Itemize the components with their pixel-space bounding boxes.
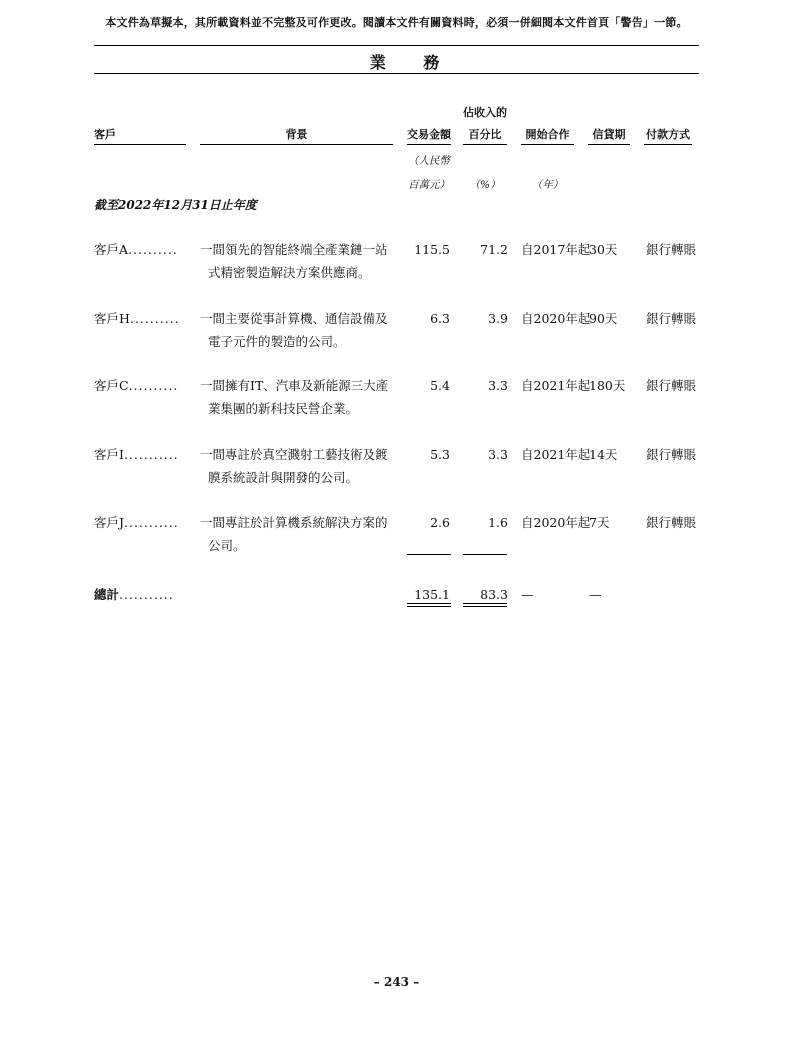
background-line: 一間擁有IT、汽車及新能源三大產 bbox=[200, 378, 389, 393]
cooperation-start: 自2020年起 bbox=[521, 515, 591, 530]
col-amount-header: 交易金額 bbox=[407, 126, 451, 145]
customer-name: 客戶J bbox=[94, 515, 125, 530]
credit-period: 180天 bbox=[589, 378, 626, 393]
leader-dots: ........... bbox=[123, 447, 179, 462]
amount-unit-line1: （人民幣 bbox=[408, 155, 450, 167]
customer-background bbox=[200, 307, 400, 353]
revenue-percentage: 3.9 bbox=[488, 311, 508, 326]
transaction-amount: 5.4 bbox=[430, 378, 450, 393]
background-line: 一間專註於真空濺射工藝技術及鍍 bbox=[200, 447, 388, 462]
background-line: 一間專註於計算機系統解決方案的 bbox=[200, 515, 388, 530]
total-row bbox=[94, 583, 174, 606]
col-pct-header-line1: 佔收入的 bbox=[463, 106, 507, 119]
table-row bbox=[94, 238, 178, 261]
total-start-dash: — bbox=[521, 587, 534, 602]
cooperation-start: 自2017年起 bbox=[521, 242, 591, 257]
background-line: 式精密製造解決方案供應商。 bbox=[208, 265, 371, 280]
amount-unit-line2: 百萬元） bbox=[408, 179, 450, 191]
customer-name: 客戶C bbox=[94, 378, 129, 393]
payment-method: 銀行轉賬 bbox=[646, 447, 697, 462]
revenue-percentage: 3.3 bbox=[488, 447, 508, 462]
leader-dots: ........... bbox=[119, 587, 174, 602]
leader-dots: .......... bbox=[128, 242, 178, 257]
total-double-rule-pct bbox=[463, 603, 507, 607]
col-background-header: 背景 bbox=[200, 126, 393, 145]
year-unit: （年） bbox=[531, 179, 564, 191]
payment-method: 銀行轉賬 bbox=[646, 311, 697, 326]
total-amount: 135.1 bbox=[414, 587, 450, 602]
customer-background bbox=[200, 374, 400, 420]
transaction-amount: 115.5 bbox=[414, 242, 450, 257]
cooperation-start: 自2021年起 bbox=[521, 378, 591, 393]
cooperation-start: 自2021年起 bbox=[521, 447, 591, 462]
col-credit-header: 信貸期 bbox=[588, 126, 630, 145]
revenue-percentage: 1.6 bbox=[488, 515, 508, 530]
credit-period: 7天 bbox=[589, 515, 610, 530]
background-line: 一間主要從事計算機、通信設備及 bbox=[200, 311, 388, 326]
title-bottom-rule bbox=[94, 73, 699, 74]
total-label: 總計 bbox=[94, 587, 120, 602]
customer-background bbox=[200, 443, 400, 489]
customer-name: 客戶I bbox=[94, 447, 124, 462]
leader-dots: .......... bbox=[129, 311, 180, 326]
payment-method: 銀行轉賬 bbox=[646, 378, 697, 393]
col-start-header: 開始合作 bbox=[521, 126, 574, 145]
total-double-rule-amount bbox=[407, 603, 451, 607]
leader-dots: ........... bbox=[124, 515, 179, 530]
transaction-amount: 5.3 bbox=[430, 447, 450, 462]
customer-name: 客戶A bbox=[94, 242, 129, 257]
total-credit-dash: — bbox=[589, 587, 602, 602]
customer-name: 客戶H bbox=[94, 311, 130, 326]
background-line: 膜系統設計與開發的公司。 bbox=[208, 470, 359, 485]
background-line: 公司。 bbox=[208, 538, 246, 553]
table-row bbox=[94, 374, 178, 397]
page-number: – 243 – bbox=[373, 975, 420, 989]
title-top-rule bbox=[94, 45, 699, 46]
background-line: 業集團的新科技民營企業。 bbox=[208, 401, 359, 416]
table-row bbox=[94, 443, 179, 466]
revenue-percentage: 71.2 bbox=[480, 242, 508, 257]
period-label: 截至2022年12月31日止年度 bbox=[94, 198, 257, 212]
cooperation-start: 自2020年起 bbox=[521, 311, 591, 326]
payment-method: 銀行轉賬 bbox=[646, 242, 697, 257]
transaction-amount: 2.6 bbox=[430, 515, 450, 530]
customer-background bbox=[200, 511, 400, 557]
subtotal-rule-amount bbox=[407, 554, 451, 555]
payment-method: 銀行轉賬 bbox=[646, 515, 697, 530]
pct-unit: （%） bbox=[469, 179, 501, 191]
table-row bbox=[94, 511, 179, 534]
col-pct-header-line2: 百分比 bbox=[463, 126, 507, 145]
total-percentage: 83.3 bbox=[480, 587, 508, 602]
subtotal-rule-pct bbox=[463, 554, 507, 555]
section-title: 業 務 bbox=[369, 53, 456, 72]
leader-dots: .......... bbox=[128, 378, 179, 393]
credit-period: 30天 bbox=[589, 242, 618, 257]
table-row bbox=[94, 307, 180, 330]
revenue-percentage: 3.3 bbox=[488, 378, 508, 393]
col-payment-header: 付款方式 bbox=[644, 126, 692, 145]
credit-period: 90天 bbox=[589, 311, 618, 326]
background-line: 一間領先的智能終端全產業鏈一站 bbox=[200, 242, 388, 257]
transaction-amount: 6.3 bbox=[430, 311, 450, 326]
customer-background bbox=[200, 238, 400, 284]
background-line: 電子元件的製造的公司。 bbox=[208, 334, 346, 349]
draft-notice: 本文件為草擬本，其所載資料並不完整及可作更改。閱讀本文件有關資料時，必須一併細閱本文件首頁「警告」一節。 bbox=[105, 16, 688, 29]
col-customer-header: 客戶 bbox=[94, 126, 186, 145]
credit-period: 14天 bbox=[589, 447, 618, 462]
